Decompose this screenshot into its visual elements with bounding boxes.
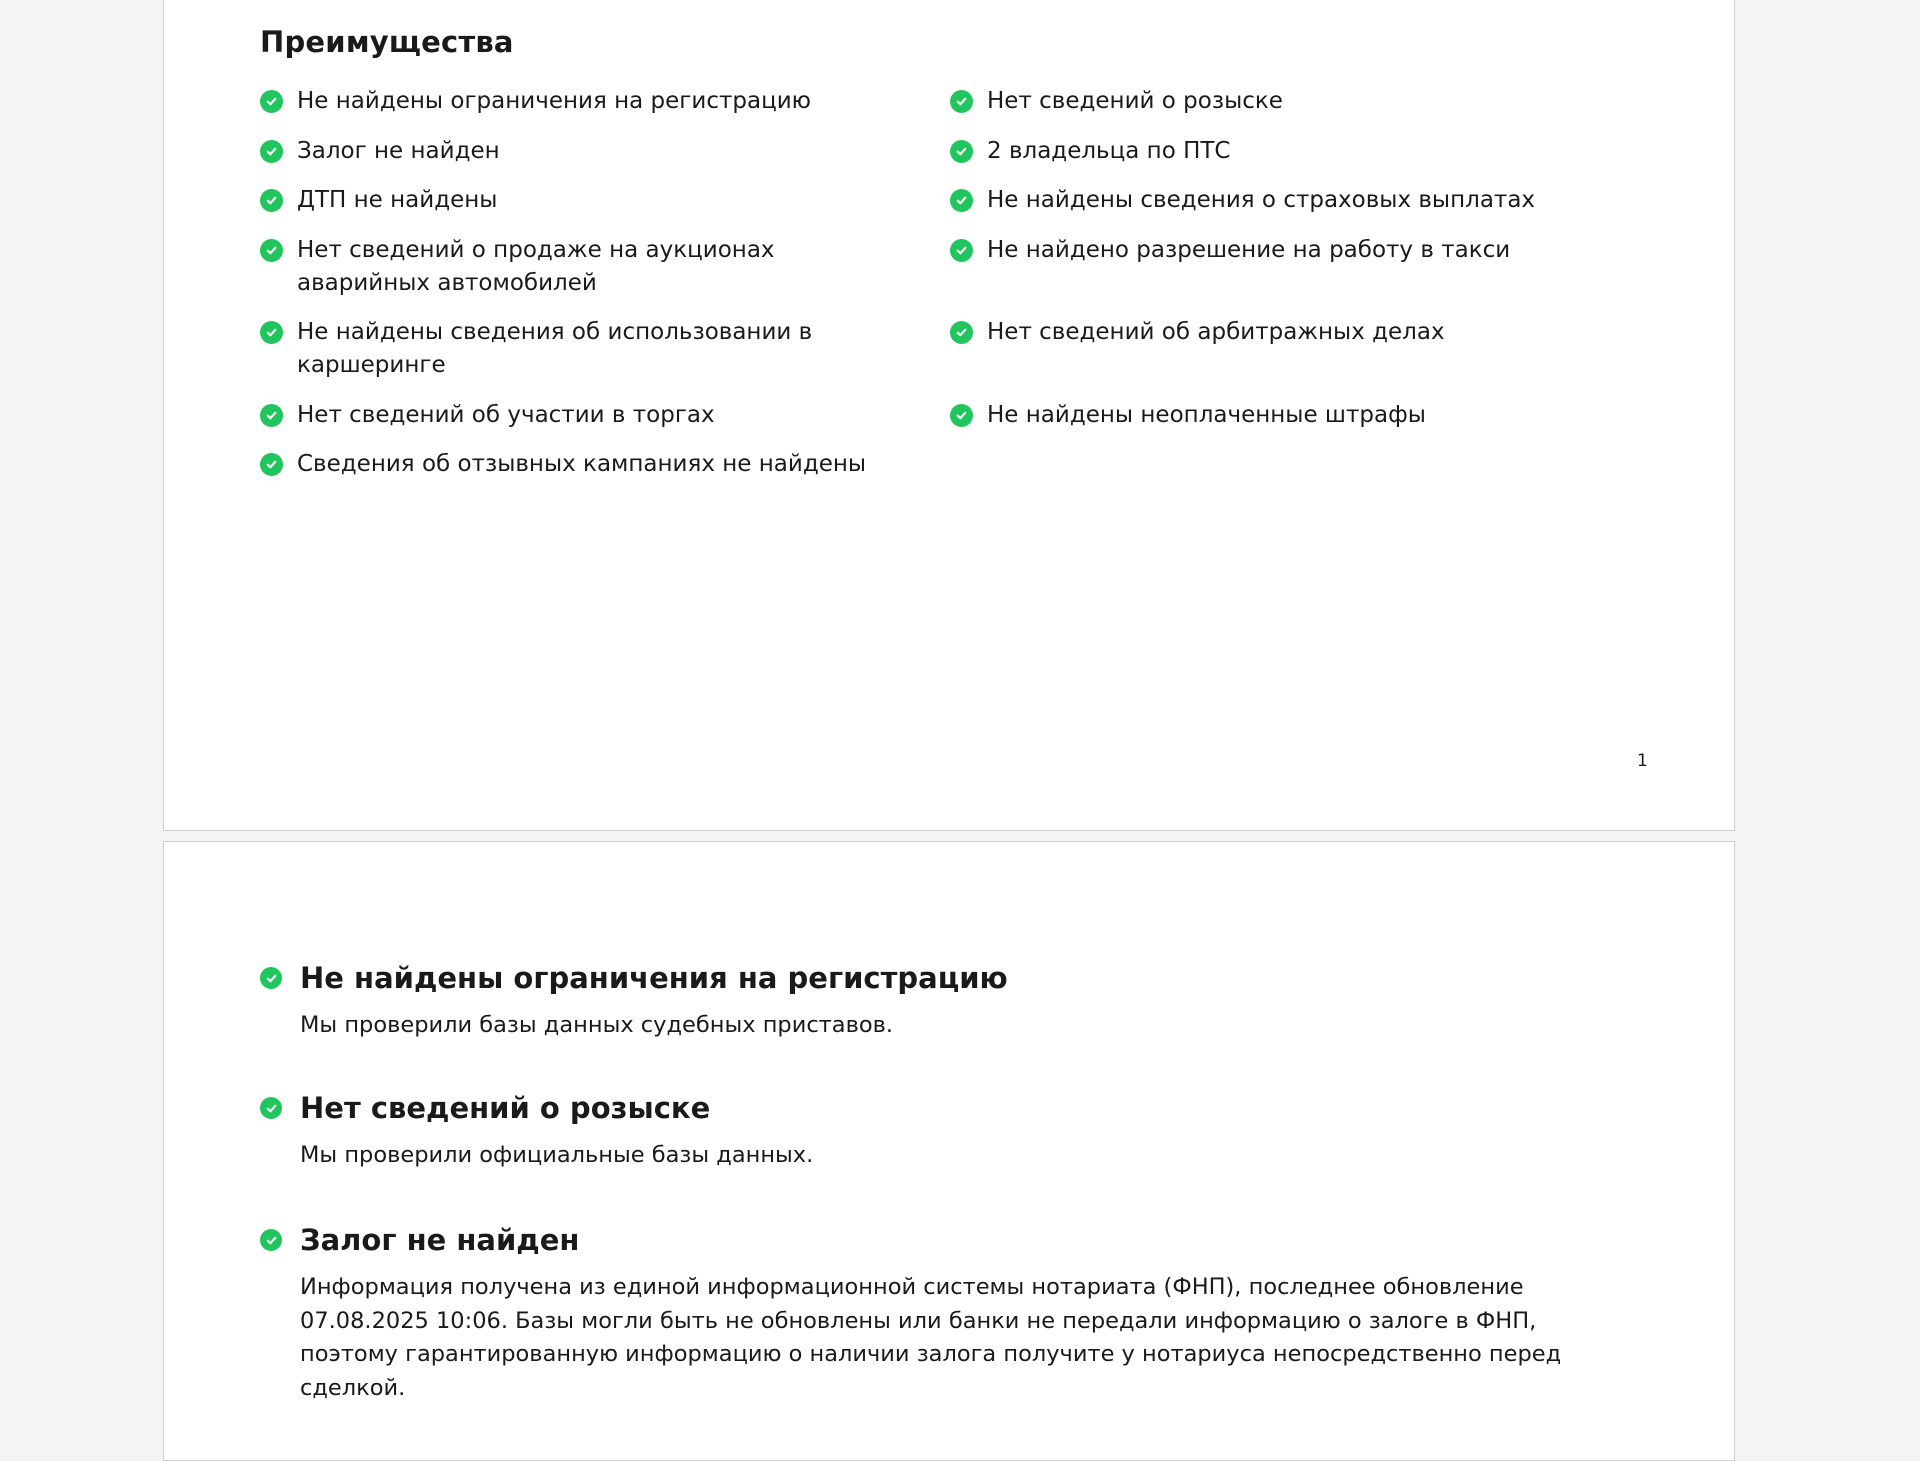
check-circle-icon (950, 189, 973, 212)
advantage-item: Не найдены сведения о страховых выплатах (950, 184, 1535, 217)
document-page-1 (163, 0, 1735, 831)
check-circle-icon (260, 404, 283, 427)
detail-section (260, 961, 1580, 1043)
advantage-item: Залог не найден (260, 135, 500, 168)
check-circle-icon (950, 140, 973, 163)
check-circle-icon (260, 453, 283, 476)
check-circle-icon (260, 90, 283, 113)
check-circle-icon (950, 404, 973, 427)
advantage-item: Не найдены ограничения на регистрацию (260, 85, 811, 118)
document-page-2 (163, 841, 1735, 1461)
check-circle-icon (260, 1229, 282, 1251)
advantage-item: Нет сведений о розыске (950, 85, 1283, 118)
section-description: Мы проверили официальные базы данных. (300, 1142, 814, 1168)
advantage-item: Нет сведений об арбитражных делах (950, 316, 1445, 349)
advantage-item: ДТП не найдены (260, 184, 497, 217)
check-circle-icon (950, 90, 973, 113)
section-description: Мы проверили базы данных судебных приставов. (300, 1012, 894, 1038)
detail-section (260, 1223, 1580, 1405)
section-title: Не найдены ограничения на регистрацию (260, 961, 1580, 995)
detail-section (260, 1091, 1580, 1173)
check-circle-icon (950, 239, 973, 262)
advantage-item: Не найдено разрешение на работу в такси (950, 234, 1510, 267)
page-number: 1 (1637, 751, 1648, 771)
check-circle-icon (260, 1097, 282, 1119)
advantage-item: Не найдены сведения об использовании в каршеринге (260, 316, 820, 382)
advantage-item: Не найдены неоплаченные штрафы (950, 399, 1426, 432)
advantage-item: Сведения об отзывных кампаниях не найдены (260, 448, 866, 481)
section-title: Залог не найден (260, 1223, 1580, 1257)
advantage-item: Нет сведений об участии в торгах (260, 399, 715, 432)
advantage-item: 2 владельца по ПТС (950, 135, 1231, 168)
advantages-title: Преимущества (260, 25, 514, 59)
section-description: Информация получена из единой информационной системы нотариата (ФНП), последнее обновление 07.08.2025 10:06. Базы могли быть не обновлены или банки не передали информацию о залоге в ФНП, поэтому гарантированную информацию о наличии залога получите у нотариуса непосредственно перед сделкой. (300, 1274, 1562, 1401)
advantage-item: Нет сведений о продаже на аукционах аварийных автомобилей (260, 234, 900, 300)
check-circle-icon (950, 321, 973, 344)
check-circle-icon (260, 239, 283, 262)
check-circle-icon (260, 321, 283, 344)
check-circle-icon (260, 967, 282, 989)
check-circle-icon (260, 140, 283, 163)
section-title: Нет сведений о розыске (260, 1091, 1580, 1125)
check-circle-icon (260, 189, 283, 212)
